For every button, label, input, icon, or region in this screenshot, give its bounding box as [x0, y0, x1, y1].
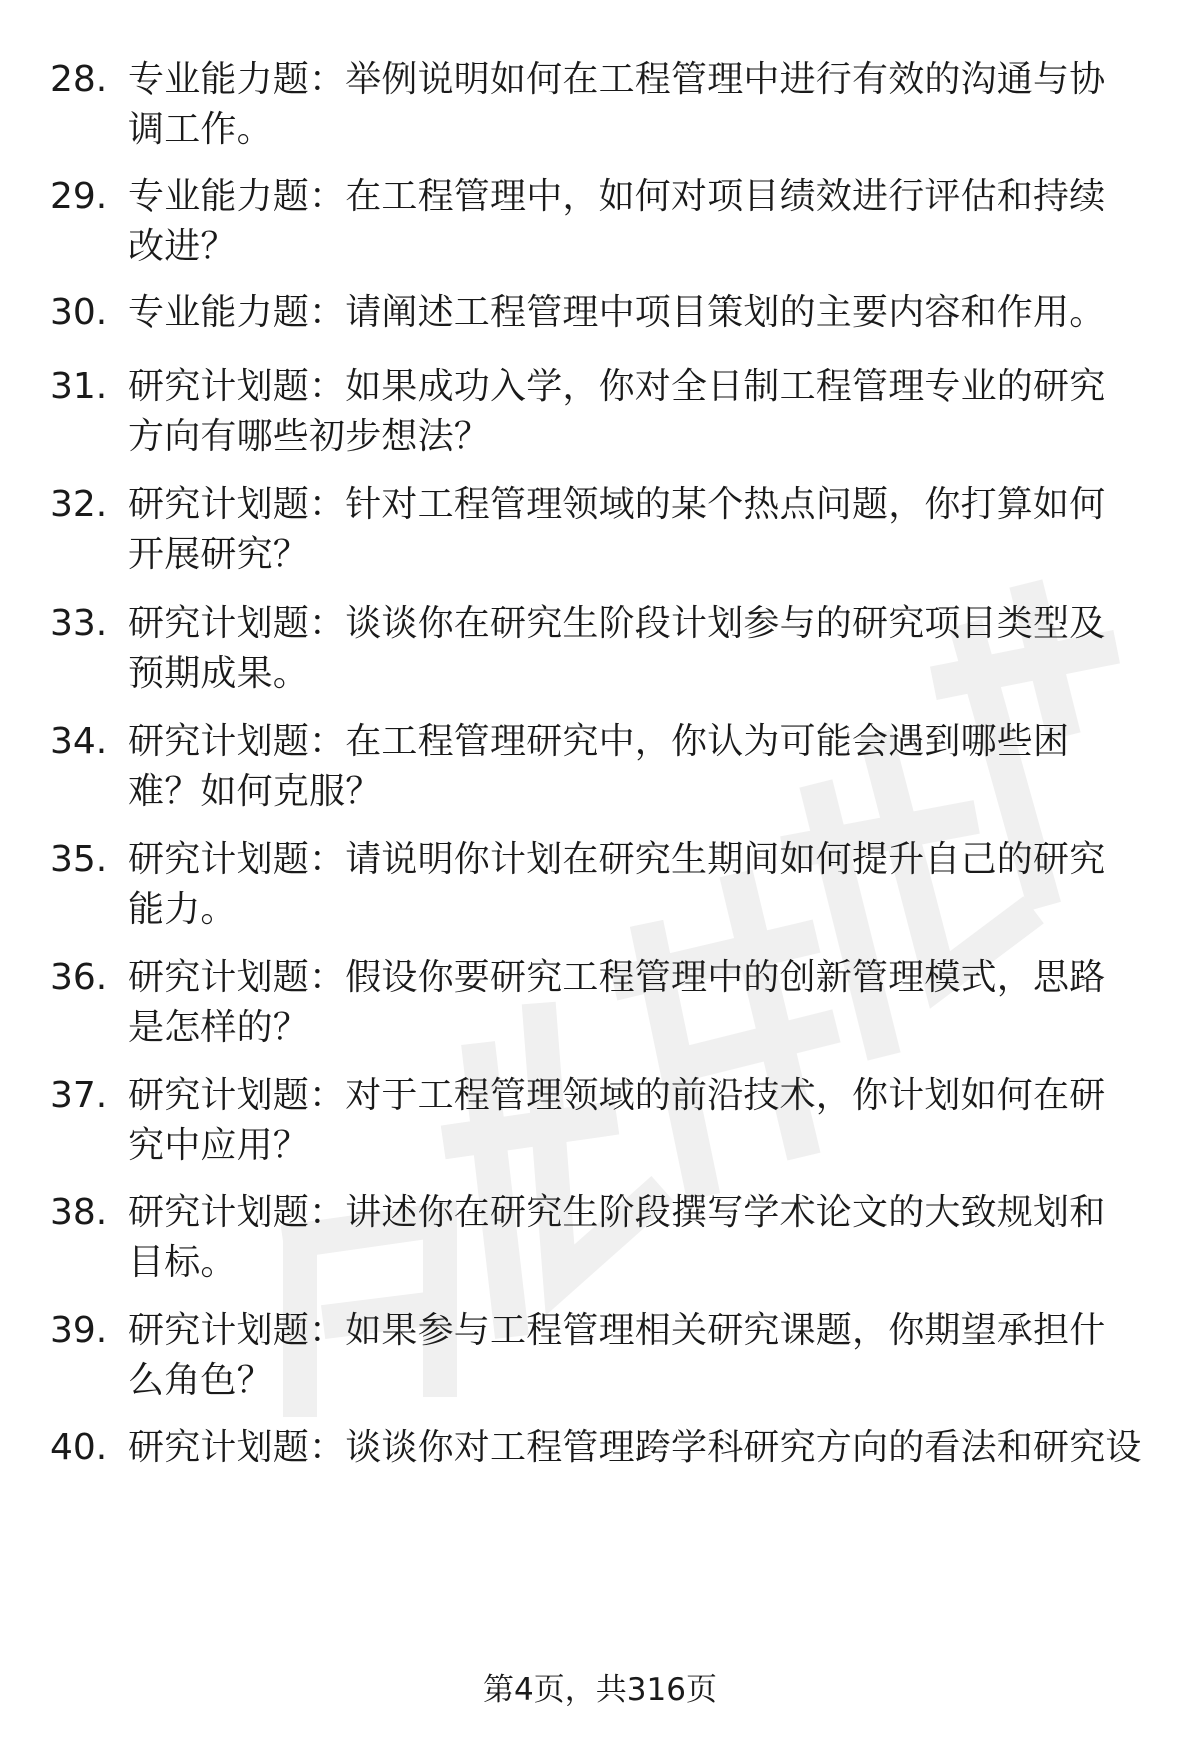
question-number: 28. — [50, 59, 108, 100]
question-text: 专业能力题：请阐述工程管理中项目策划的主要内容和作用。 — [128, 292, 1106, 333]
question-number: 32. — [50, 484, 108, 525]
question-text: 研究计划题：谈谈你在研究生阶段计划参与的研究项目类型及预期成果。 — [128, 603, 1106, 694]
page-number-footer: 第4页，共316页 — [483, 1672, 717, 1708]
question-number: 34. — [50, 721, 108, 762]
question-text: 研究计划题：假设你要研究工程管理中的创新管理模式，思路是怎样的？ — [128, 957, 1106, 1048]
question-number: 35. — [50, 839, 108, 880]
question-text: 研究计划题：请说明你计划在研究生期间如何提升自己的研究能力。 — [128, 839, 1106, 930]
question-number: 39. — [50, 1310, 108, 1351]
question-number: 33. — [50, 603, 108, 644]
question-number: 40. — [50, 1427, 108, 1468]
question-text: 研究计划题：针对工程管理领域的某个热点问题，你打算如何开展研究？ — [128, 484, 1106, 575]
question-number: 38. — [50, 1192, 108, 1233]
question-number: 30. — [50, 292, 108, 333]
question-number: 31. — [50, 366, 108, 407]
question-text: 研究计划题：在工程管理研究中，你认为可能会遇到哪些困难？如何克服？ — [128, 721, 1070, 812]
question-text: 研究计划题：谈谈你对工程管理跨学科研究方向的看法和研究设 — [128, 1427, 1142, 1468]
question-number: 37. — [50, 1075, 108, 1116]
question-text: 研究计划题：讲述你在研究生阶段撰写学术论文的大致规划和目标。 — [128, 1192, 1106, 1283]
question-number: 36. — [50, 957, 108, 998]
question-text: 专业能力题：在工程管理中，如何对项目绩效进行评估和持续改进？ — [128, 176, 1106, 267]
question-text: 专业能力题：举例说明如何在工程管理中进行有效的沟通与协调工作。 — [128, 59, 1106, 150]
question-text: 研究计划题：对于工程管理领域的前沿技术，你计划如何在研究中应用？ — [128, 1075, 1106, 1166]
question-number: 29. — [50, 176, 108, 217]
question-text: 研究计划题：如果参与工程管理相关研究课题，你期望承担什么角色？ — [128, 1310, 1106, 1401]
question-text: 研究计划题：如果成功入学，你对全日制工程管理专业的研究方向有哪些初步想法？ — [128, 366, 1106, 457]
